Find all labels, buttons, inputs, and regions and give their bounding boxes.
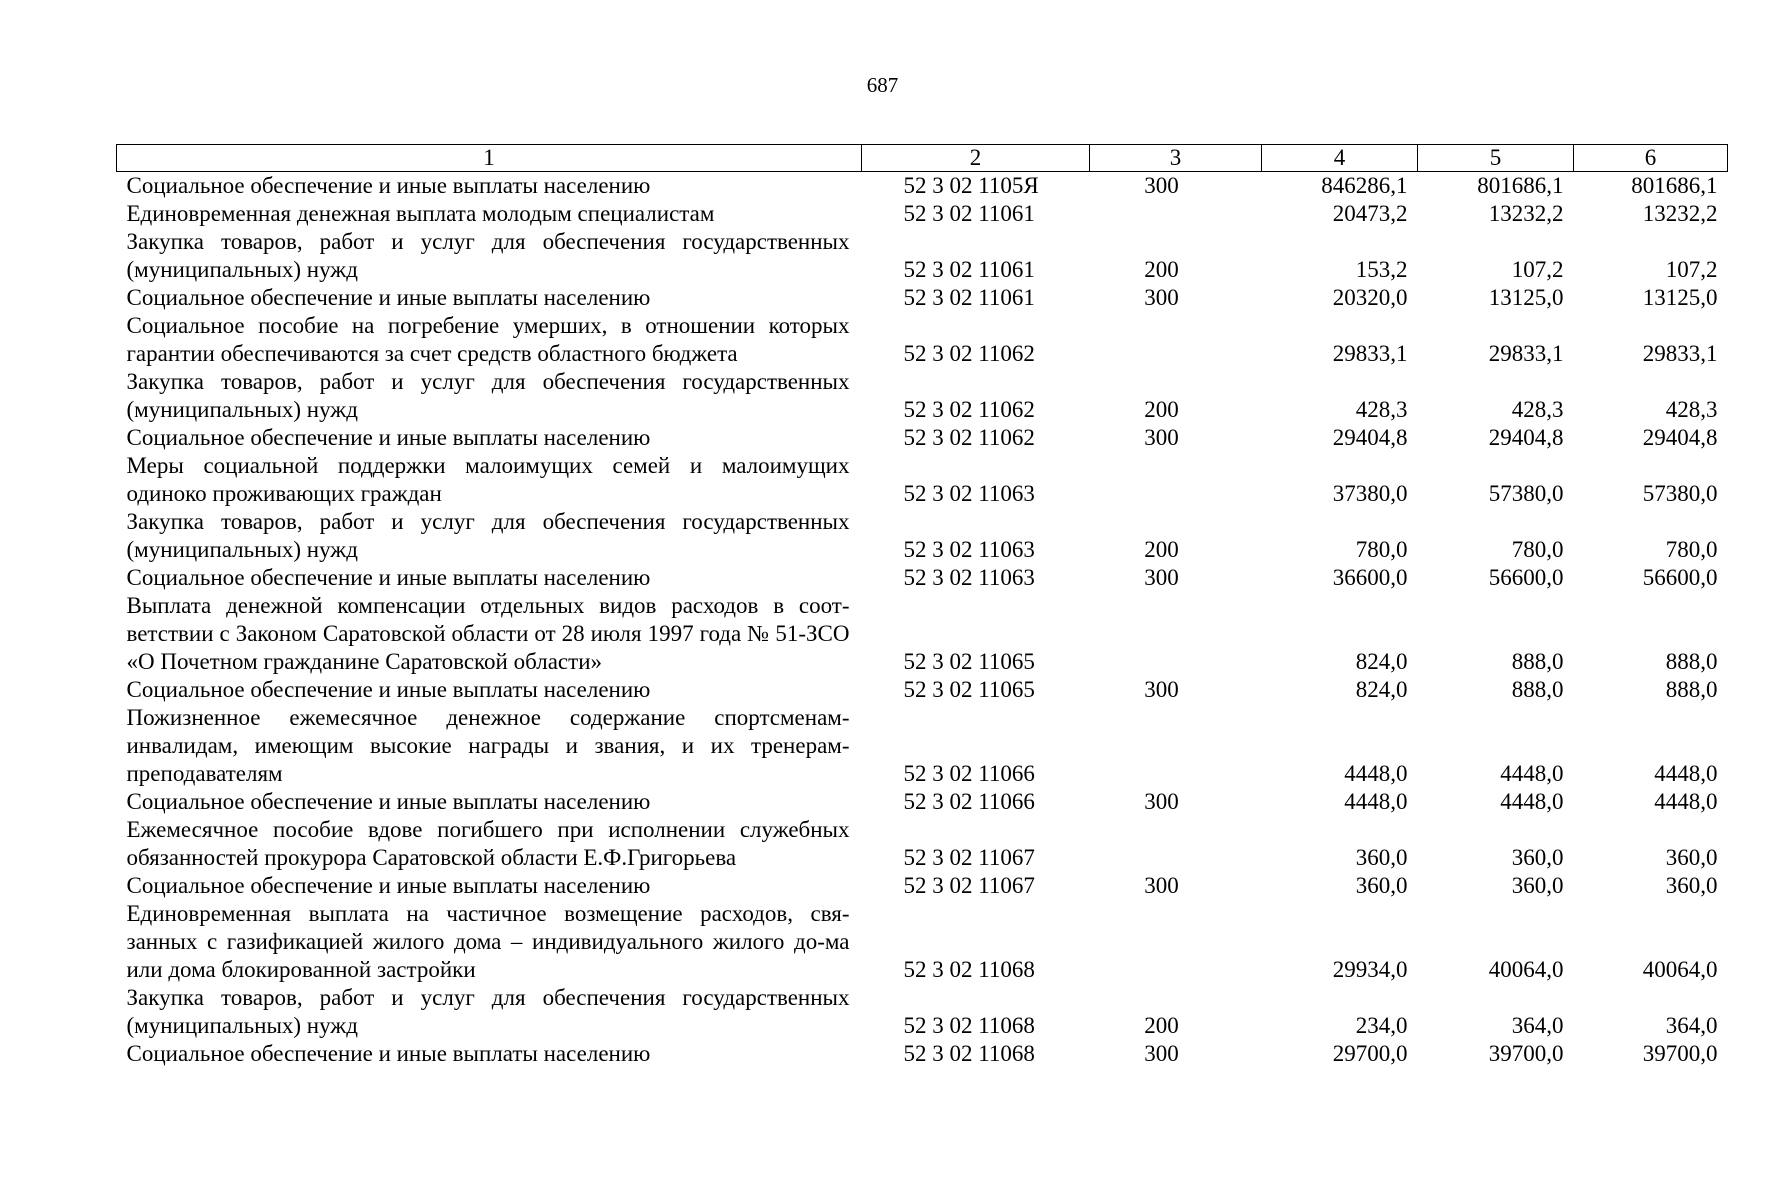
row-value-col4: 824,0 — [1355, 677, 1408, 702]
row-value-col6: 56600,0 — [1642, 565, 1718, 590]
row-value-col6: 364,0 — [1665, 1013, 1718, 1038]
table-row — [117, 984, 1728, 1040]
row-value-col6: 29404,8 — [1642, 425, 1718, 450]
row-value-col5: 360,0 — [1511, 873, 1564, 898]
row-value-col4: 29404,8 — [1332, 425, 1408, 450]
row-value-col4: 824,0 — [1355, 649, 1408, 674]
row-expense-type: 300 — [1144, 285, 1179, 310]
row-value-col5: 888,0 — [1511, 677, 1564, 702]
row-expense-type: 300 — [1144, 173, 1179, 198]
row-value-col6: 780,0 — [1665, 537, 1718, 562]
row-expense-type — [1090, 312, 1262, 368]
row-value-col5: 360,0 — [1511, 845, 1564, 870]
row-code: 52 3 02 11063 — [903, 565, 1035, 590]
row-value-col5: 29833,1 — [1488, 341, 1564, 366]
row-value-col6: 888,0 — [1665, 677, 1718, 702]
column-header-3: 3 — [1090, 145, 1262, 172]
row-code: 52 3 02 11066 — [903, 789, 1035, 814]
row-expense-type: 300 — [1144, 677, 1179, 702]
table-row — [117, 508, 1728, 564]
row-code: 52 3 02 11063 — [903, 537, 1035, 562]
row-value-col5: 13125,0 — [1488, 285, 1564, 310]
row-value-col4: 234,0 — [1355, 1013, 1408, 1038]
table-row — [117, 200, 1728, 228]
row-name: Социальное обеспечение и иные выплаты населению — [126, 677, 651, 702]
row-name: Социальное обеспечение и иные выплаты населению — [126, 425, 651, 450]
row-code: 52 3 02 11067 — [903, 845, 1035, 870]
row-name: Ежемесячное пособие вдове погибшего при исполнении служебных обязанностей прокурора Саратовской области Е.Ф.Григорьева — [126, 817, 850, 870]
row-code: 52 3 02 11062 — [903, 341, 1035, 366]
row-code: 52 3 02 11067 — [903, 873, 1035, 898]
row-value-col5: 40064,0 — [1488, 957, 1564, 982]
table-row — [117, 592, 1728, 676]
column-header-5: 5 — [1418, 145, 1574, 172]
table-row — [117, 816, 1728, 872]
row-value-col6: 107,2 — [1665, 257, 1718, 282]
table-row — [117, 312, 1728, 368]
row-value-col4: 4448,0 — [1344, 761, 1408, 786]
row-code: 52 3 02 11061 — [903, 257, 1035, 282]
row-value-col4: 29833,1 — [1332, 341, 1408, 366]
row-expense-type: 300 — [1144, 873, 1179, 898]
row-value-col5: 57380,0 — [1488, 481, 1564, 506]
page-number: 687 — [866, 73, 899, 97]
table-row — [117, 284, 1728, 312]
row-value-col5: 4448,0 — [1500, 761, 1564, 786]
row-value-col4: 846286,1 — [1321, 173, 1408, 198]
row-value-col6: 4448,0 — [1654, 789, 1718, 814]
row-name: Социальное обеспечение и иные выплаты населению — [126, 173, 651, 198]
row-value-col5: 13232,2 — [1488, 201, 1564, 226]
column-header-4: 4 — [1262, 145, 1418, 172]
row-value-col4: 37380,0 — [1332, 481, 1408, 506]
row-name: Социальное обеспечение и иные выплаты населению — [126, 565, 651, 590]
row-value-col4: 36600,0 — [1332, 565, 1408, 590]
row-expense-type — [1090, 452, 1262, 508]
row-value-col6: 428,3 — [1665, 397, 1718, 422]
row-value-col6: 13125,0 — [1642, 285, 1718, 310]
column-header-2: 2 — [862, 145, 1090, 172]
row-code: 52 3 02 11065 — [903, 677, 1035, 702]
row-value-col4: 780,0 — [1355, 537, 1408, 562]
row-code: 52 3 02 11063 — [903, 481, 1035, 506]
row-expense-type: 300 — [1144, 789, 1179, 814]
table-row — [117, 788, 1728, 816]
column-header-1: 1 — [117, 145, 862, 172]
row-name: Закупка товаров, работ и услуг для обеспечения государственных (муниципальных) нужд — [126, 229, 850, 282]
row-value-col6: 29833,1 — [1642, 341, 1718, 366]
row-expense-type — [1090, 816, 1262, 872]
row-value-col4: 360,0 — [1355, 873, 1408, 898]
column-header-6: 6 — [1574, 145, 1728, 172]
row-name: Пожизненное ежемесячное денежное содержание спортсменам-инвалидам, имеющим высокие награды и звания, и их тренерам-преподавателям — [126, 705, 850, 786]
row-value-col4: 20473,2 — [1332, 201, 1408, 226]
table-row — [117, 872, 1728, 900]
row-name: Социальное пособие на погребение умерших, в отношении которых гарантии обеспечиваются за счет средств областного бюджета — [126, 313, 850, 366]
row-value-col4: 153,2 — [1355, 257, 1408, 282]
row-value-col5: 801686,1 — [1477, 173, 1564, 198]
row-code: 52 3 02 11068 — [903, 957, 1035, 982]
row-name: Единовременная денежная выплата молодым специалистам — [126, 201, 715, 226]
row-value-col6: 13232,2 — [1642, 201, 1718, 226]
row-expense-type — [1090, 704, 1262, 788]
row-value-col6: 40064,0 — [1642, 957, 1718, 982]
row-name: Меры социальной поддержки малоимущих семей и малоимущих одиноко проживающих граждан — [126, 453, 850, 506]
row-name: Закупка товаров, работ и услуг для обеспечения государственных (муниципальных) нужд — [126, 369, 850, 422]
table-row — [117, 368, 1728, 424]
row-code: 52 3 02 11061 — [903, 201, 1035, 226]
row-value-col4: 29934,0 — [1332, 957, 1408, 982]
row-code: 52 3 02 11062 — [903, 397, 1035, 422]
table-body — [117, 172, 1728, 1069]
row-expense-type: 200 — [1144, 537, 1179, 562]
row-value-col5: 780,0 — [1511, 537, 1564, 562]
table-row — [117, 452, 1728, 508]
row-expense-type — [1090, 200, 1262, 228]
row-value-col6: 57380,0 — [1642, 481, 1718, 506]
row-name: Социальное обеспечение и иные выплаты населению — [126, 873, 651, 898]
table-row — [117, 172, 1728, 201]
row-value-col5: 364,0 — [1511, 1013, 1564, 1038]
row-value-col5: 428,3 — [1511, 397, 1564, 422]
row-expense-type — [1090, 900, 1262, 984]
row-code: 52 3 02 11068 — [903, 1013, 1035, 1038]
row-value-col5: 4448,0 — [1500, 789, 1564, 814]
row-value-col5: 29404,8 — [1488, 425, 1564, 450]
table-row — [117, 676, 1728, 704]
row-code: 52 3 02 1105Я — [903, 173, 1039, 198]
row-name: Единовременная выплата на частичное возмещение расходов, свя-занных с газификацией жилого дома – индивидуального жилого до-ма или дома блокированной застройки — [126, 901, 850, 982]
row-expense-type: 300 — [1144, 1041, 1179, 1066]
row-value-col5: 56600,0 — [1488, 565, 1564, 590]
row-value-col4: 428,3 — [1355, 397, 1408, 422]
row-name: Закупка товаров, работ и услуг для обеспечения государственных (муниципальных) нужд — [126, 985, 850, 1038]
row-value-col4: 20320,0 — [1332, 285, 1408, 310]
row-value-col6: 360,0 — [1665, 873, 1718, 898]
budget-table — [116, 144, 1728, 1068]
row-name: Социальное обеспечение и иные выплаты населению — [126, 1041, 651, 1066]
row-value-col5: 107,2 — [1511, 257, 1564, 282]
row-name: Закупка товаров, работ и услуг для обеспечения государственных (муниципальных) нужд — [126, 509, 850, 562]
row-expense-type: 300 — [1144, 565, 1179, 590]
table-row — [117, 228, 1728, 284]
row-name: Выплата денежной компенсации отдельных видов расходов в соот-ветствии с Законом Саратовской области от 28 июля 1997 года № 51-ЗСО «О Почетном гражданине Саратовской области» — [126, 593, 850, 674]
row-value-col6: 360,0 — [1665, 845, 1718, 870]
row-value-col5: 888,0 — [1511, 649, 1564, 674]
table-row — [117, 900, 1728, 984]
row-code: 52 3 02 11061 — [903, 285, 1035, 310]
row-value-col6: 801686,1 — [1631, 173, 1718, 198]
row-value-col4: 360,0 — [1355, 845, 1408, 870]
table-header — [117, 145, 1728, 172]
row-name: Социальное обеспечение и иные выплаты населению — [126, 285, 651, 310]
header-row — [117, 145, 1728, 172]
row-value-col6: 39700,0 — [1642, 1041, 1718, 1066]
row-value-col6: 888,0 — [1665, 649, 1718, 674]
row-code: 52 3 02 11068 — [903, 1041, 1035, 1066]
row-value-col4: 4448,0 — [1344, 789, 1408, 814]
row-name: Социальное обеспечение и иные выплаты населению — [126, 789, 651, 814]
row-code: 52 3 02 11062 — [903, 425, 1035, 450]
table-row — [117, 564, 1728, 592]
table-row — [117, 704, 1728, 788]
row-value-col5: 39700,0 — [1488, 1041, 1564, 1066]
row-code: 52 3 02 11066 — [903, 761, 1035, 786]
row-expense-type — [1090, 592, 1262, 676]
table-row — [117, 424, 1728, 452]
table-row — [117, 1040, 1728, 1068]
row-expense-type: 200 — [1144, 257, 1179, 282]
row-expense-type: 200 — [1144, 1013, 1179, 1038]
row-value-col6: 4448,0 — [1654, 761, 1718, 786]
row-expense-type: 300 — [1144, 425, 1179, 450]
row-code: 52 3 02 11065 — [903, 649, 1035, 674]
row-expense-type: 200 — [1144, 397, 1179, 422]
row-value-col4: 29700,0 — [1332, 1041, 1408, 1066]
